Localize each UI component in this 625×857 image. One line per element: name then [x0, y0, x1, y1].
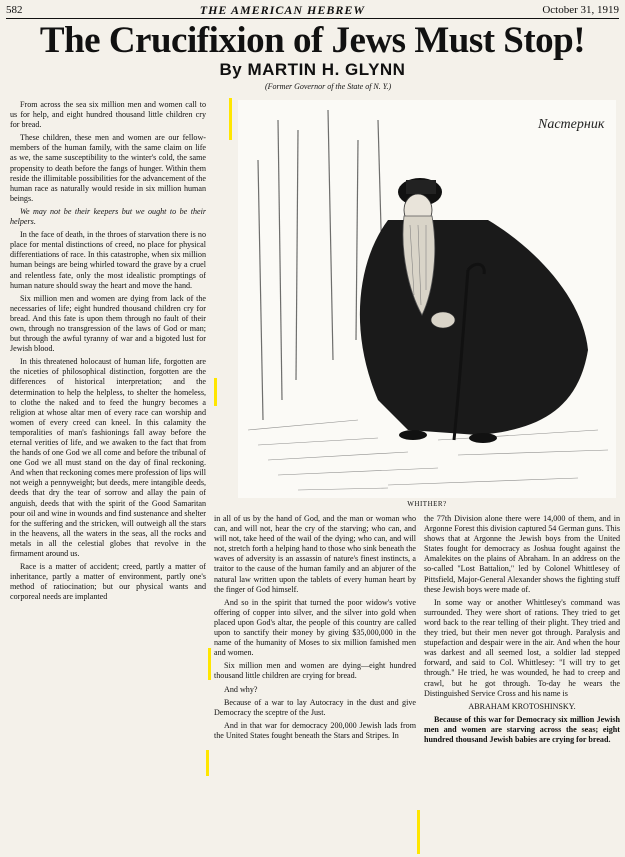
- page-number: 582: [6, 4, 23, 16]
- highlight-mark: [417, 810, 420, 854]
- paragraph: Six million men and women are dying—eight hundred thousand little children are crying for bread.: [214, 661, 416, 681]
- highlight-mark: [208, 648, 211, 680]
- paragraph-emphasis: We may not be their keepers but we ought to be their helpers.: [10, 206, 206, 227]
- column-3: [424, 514, 620, 852]
- byline-note: (Former Governor of the State of N. Y.): [265, 82, 392, 91]
- publication-name: THE AMERICAN HEBREW: [199, 2, 366, 17]
- byline: By MARTIN H. GLYNN: [219, 60, 406, 79]
- paragraph: And why?: [224, 684, 258, 694]
- highlight-mark: [206, 750, 209, 776]
- issue-date: October 31, 1919: [542, 4, 619, 16]
- illustration-old-man: [238, 100, 616, 498]
- paragraph: And in that war for democracy 200,000 Jewish lads from the United States fought beneath the Stars and Stripes. In: [214, 720, 416, 740]
- artist-signature: Nacтерник: [538, 117, 605, 132]
- page-header: [6, 2, 619, 19]
- paragraph: the 77th Division alone there were 14,000 of them, and in Argonne Forest this division captured 54 German guns. This shows that at Argonne the Jewish boys from the United States fought for democracy as Joshua fought against the Amalekites on the plains of Abraham. In an address on the so-called "Lost Battalion," led by Colonel Whittlesey of Pittsfield, Major-General Alexander shows the fighting stuff these Jewish boys were made of.: [424, 514, 620, 594]
- paragraph: And so in the spirit that turned the poor widow's votive offering of copper into silver, and the silver into gold when placed upon God's altar, the people of this country are called upon to sanctify their money by giving $35,000,000 in the name of the humanity of Moses to six million famished men and women.: [214, 597, 416, 658]
- paragraph: in all of us by the hand of God, and the man or woman who can, and will not, hear the cry of the starving; who can, and will not, take heed of the wail of the dying; who can, and will not, stretch forth a helping hand to those who sink beneath the waves of adversity is an assassin of nature's finest instincts, a traitor to the cause of the human family and an abjurer of the natural law written upon the tablets of every human heart by the finger of God himself.: [214, 514, 416, 594]
- paragraph: Because of a war to lay Autocracy in the dust and give Democracy the sceptre of the Just.: [214, 697, 416, 717]
- illustration-caption: WHITHER?: [407, 500, 447, 508]
- column-2: [214, 514, 416, 852]
- column-1: [10, 100, 206, 852]
- paragraph: Six million men and women are dying from lack of the necessaries of life; eight hundred thousand children cry for bread. And this fate is upon them through no fault of their own, through no transgression of the laws of God or man; but through the awful tyranny of war and a bigoted lust for Jewish blood.: [10, 293, 206, 354]
- highlight-mark: [214, 378, 217, 406]
- paragraph: Race is a matter of accident; creed, partly a matter of inheritance, partly a matter of environment, partly one's method of ratiocination; but our physical wants and corporeal needs are implanted: [10, 562, 206, 602]
- paragraph: These children, these men and women are our fellow-members of the human family, with the same claim on life as we, the same susceptibility to the winter's cold, the same propensity to death before the fangs of hunger. Within them reside the illimitable possibilities for the advancement of the human race as naturally would reside in six million human beings.: [10, 133, 206, 203]
- article-title: The Crucifixion of Jews Must Stop!: [39, 20, 586, 61]
- highlight-mark: [229, 98, 232, 140]
- paragraph: In some way or another Whittlesey's command was surrounded. They were short of rations. They tried to get word back to the rear telling of their plight. They tried and they tried, but their men never got through. Paralysis and stupefaction and despair were in the air. And when the hour was darkest and all seemed lost, a soldier lad stepped forward, and said to Col. Whittlesey: "I will try to get through." He tried, he was wounded, he had to creep and crawl, but he got through. To-day he wears the Distinguished Service Cross and his name is: [424, 597, 620, 698]
- paragraph: In this threatened holocaust of human life, forgotten are the niceties of philosophical distinction, forgotten are the differences of historical interpretation; and the determination to help the helpless, to shelter the homeless, to clothe the naked and to feed the hungry becomes a religion at whose altar men of every race can worship and women of every creed can kneel. In this calamity the temporalities of man's fashionings fall away before the eternal verities of life, and we awaken to the fact that from the hands of one God we all come and before the tribunal of one God we all must stand on the day of final reckoning. And when that reckoning comes mere profession of lips will not weigh a pennyweight; but deeds, mere intangible deeds, deeds that dry the tear of sorrow and allay the pain of anguish, deeds that with the spirit of the Good Samaritan pour oil and wine in wounds and find sustenance and shelter for the suffering and the stricken, will outweigh all the stars in the heavens, all the waters in the seas, all the rocks and metals in all the celestial globes that revolve in the firmament around us.: [10, 357, 206, 559]
- paragraph: In the face of death, in the throes of starvation there is no place for mental distinctions of creed, no place for physical differentiations of race. In this catastrophe, when six million human beings are being whirled toward the grave by a cruel and relentless fate, only the most idealistic promptings of human nature should sway the heart and move the hand.: [10, 230, 206, 290]
- paragraph: From across the sea six million men and women call to us for help, and eight hundred thousand little children cry for bread.: [10, 100, 206, 130]
- soldier-name: ABRAHAM KROTOSHINSKY.: [468, 701, 576, 711]
- paragraph-closing: Because of this war for Democracy six million Jewish men and women are starving across the seas; eight hundred thousand Jewish babies are crying for bread.: [424, 714, 620, 744]
